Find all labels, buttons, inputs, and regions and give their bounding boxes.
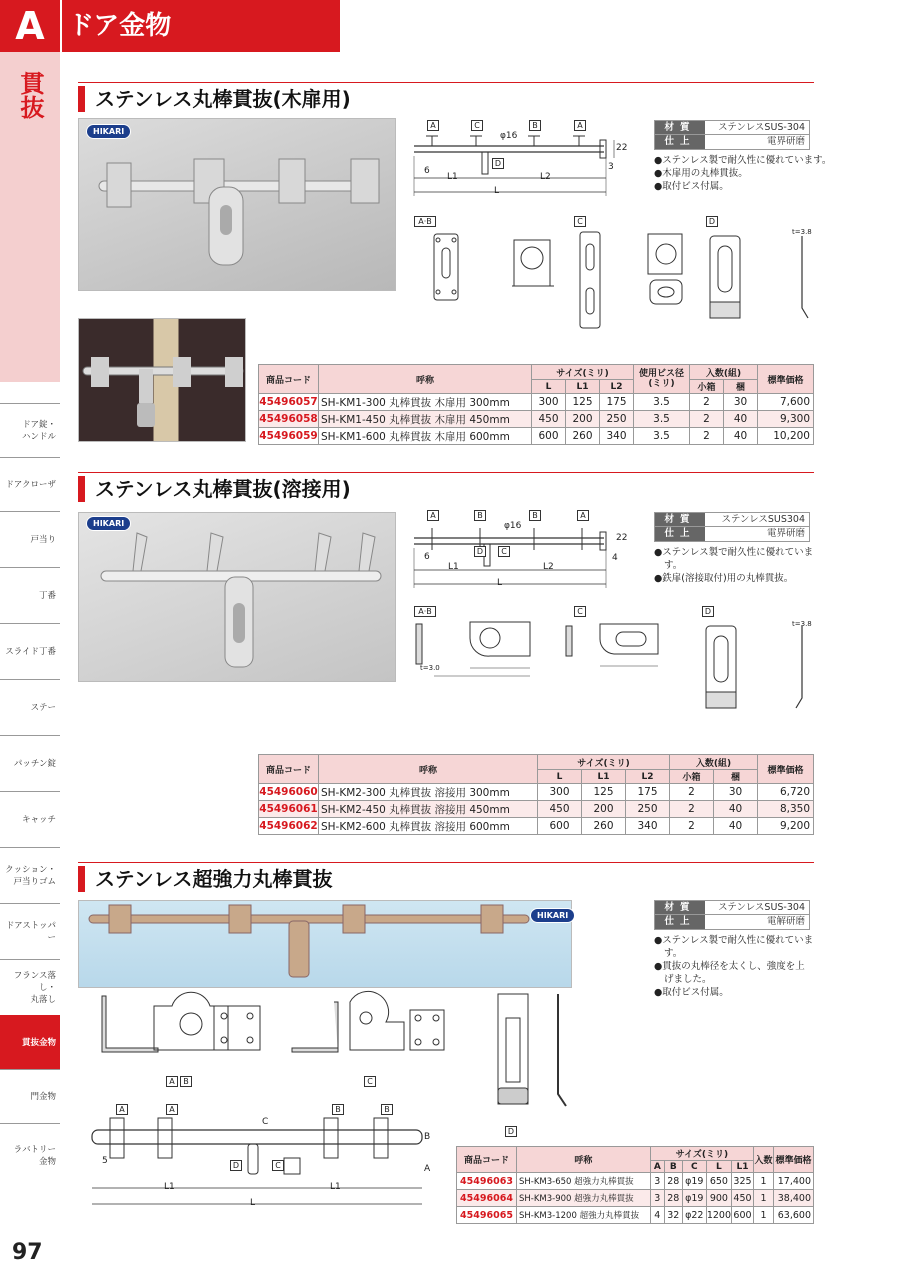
th-name: 呼称	[319, 365, 532, 394]
cell-screw: 3.5	[634, 411, 690, 428]
cell-name: SH-KM3-650 超強力丸棒貫抜	[517, 1173, 651, 1190]
side-index-item[interactable]: パッチン錠	[0, 735, 60, 791]
feature-item: ●鉄扉(溶接取付)用の丸棒貫抜。	[654, 573, 794, 584]
drawing-label-a: A	[116, 1104, 128, 1115]
th-b: B	[664, 1161, 682, 1173]
cell-l1: 260	[566, 428, 600, 445]
th-size: サイズ(ミリ)	[538, 755, 670, 770]
cell-l1: 125	[566, 394, 600, 411]
hikari-logo: HIKARI	[530, 908, 575, 923]
table-row	[259, 818, 814, 835]
dim-phi16: φ16	[500, 131, 518, 141]
cell-case: 30	[714, 784, 758, 801]
detail-drawing-c-weld	[560, 620, 670, 680]
th-price: 標準価格	[758, 755, 814, 784]
feature-list-1	[654, 154, 831, 193]
cell-code: 45496058	[259, 411, 319, 428]
cell-l1: 260	[582, 818, 626, 835]
cell-l2: 340	[600, 428, 634, 445]
drawing-label-a2: A	[577, 510, 589, 521]
cell-price: 6,720	[758, 784, 814, 801]
th-small: 小箱	[670, 770, 714, 784]
side-index-item[interactable]: ドアストッパー	[0, 903, 60, 959]
cell-small: 2	[690, 428, 724, 445]
th-l1: L1	[732, 1161, 754, 1173]
cell-small: 2	[690, 394, 724, 411]
hikari-logo: HIKARI	[86, 124, 131, 139]
dimension-drawing-2-main	[404, 508, 640, 598]
cell-l: 300	[538, 784, 582, 801]
product-photo-2	[78, 512, 396, 682]
th-price: 標準価格	[774, 1147, 814, 1173]
section-divider-1	[78, 82, 814, 83]
section-title-1: ステンレス丸棒貫抜(木扉用)	[78, 86, 351, 112]
cell-l: 450	[532, 411, 566, 428]
cell-l2: 175	[626, 784, 670, 801]
cell-a: 3	[650, 1173, 664, 1190]
category-title: ドア金物	[62, 0, 340, 52]
feature-item: す。	[664, 560, 683, 571]
dim-l1: L1	[447, 172, 458, 182]
drawing-label-a: A	[166, 1076, 178, 1087]
cell-l1: 200	[566, 411, 600, 428]
drawing-label-d2: D	[230, 1160, 242, 1171]
product-photo-1	[78, 118, 396, 291]
th-l2: L2	[626, 770, 670, 784]
th-c: C	[682, 1161, 706, 1173]
detail-drawing-ab	[414, 230, 564, 320]
table-row	[259, 428, 814, 445]
section-divider-2	[78, 472, 814, 473]
cell-qty: 1	[754, 1190, 774, 1207]
th-qty: 入数	[754, 1147, 774, 1173]
th-screw: 使用ビス径 (ミリ)	[634, 365, 690, 394]
dim-l1: L1	[448, 562, 459, 572]
dim-c: C	[262, 1117, 269, 1127]
cell-case: 40	[724, 428, 758, 445]
cell-l1: 125	[582, 784, 626, 801]
cell-l1: 600	[732, 1207, 754, 1224]
cell-case: 40	[714, 818, 758, 835]
th-l: L	[532, 380, 566, 394]
cell-l2: 340	[626, 818, 670, 835]
spec-key: 仕上	[655, 915, 705, 929]
feature-item: す。	[664, 948, 683, 959]
drawing-label-d: D	[492, 158, 504, 169]
detail-label-d: D	[702, 606, 714, 617]
spec-key: 仕上	[655, 527, 705, 541]
detail-drawings-3	[88, 992, 468, 1074]
th-size: サイズ(ミリ)	[532, 365, 634, 380]
th-name: 呼称	[319, 755, 538, 784]
cell-name: SH-KM1-600 丸棒貫抜 木扉用 600mm	[319, 428, 532, 445]
cell-name: SH-KM1-300 丸棒貫抜 木扉用 300mm	[319, 394, 532, 411]
table-row	[457, 1190, 814, 1207]
cell-code: 45496063	[457, 1173, 517, 1190]
spec-value: ステンレスSUS304	[721, 514, 805, 525]
cell-l: 300	[532, 394, 566, 411]
product-table-3	[456, 1146, 814, 1224]
side-index-item[interactable]: スライド丁番	[0, 623, 60, 679]
dim-l: L	[250, 1198, 256, 1208]
product-table-1	[258, 364, 814, 445]
th-small: 小箱	[690, 380, 724, 394]
cell-a: 3	[650, 1190, 664, 1207]
spec-key: 材質	[655, 901, 705, 914]
feature-item: ●ステンレス製で耐久性に優れています。	[654, 155, 832, 166]
th-price: 標準価格	[758, 365, 814, 394]
cell-price: 17,400	[774, 1173, 814, 1190]
drawing-label-c: C	[364, 1076, 376, 1087]
cell-code: 45496057	[259, 394, 319, 411]
bolt-illustration	[79, 119, 397, 292]
drawing-label-b2: B	[381, 1104, 393, 1115]
th-l1: L1	[582, 770, 626, 784]
table-row	[259, 784, 814, 801]
cell-code: 45496060	[259, 784, 319, 801]
cell-l: 450	[538, 801, 582, 818]
cell-code: 45496061	[259, 801, 319, 818]
drawing-label-a2: A	[166, 1104, 178, 1115]
th-size: サイズ(ミリ)	[650, 1147, 753, 1161]
drawing-label-b: B	[474, 510, 486, 521]
spec-key: 材質	[655, 513, 705, 526]
cell-l2: 250	[600, 411, 634, 428]
cell-code: 45496062	[259, 818, 319, 835]
cell-l2: 250	[626, 801, 670, 818]
cell-price: 10,200	[758, 428, 814, 445]
dim-5: 5	[102, 1156, 108, 1166]
cell-l: 600	[532, 428, 566, 445]
dim-3: 3	[608, 162, 614, 172]
feature-item: ●取付ビス付属。	[654, 987, 729, 998]
product-table-2	[258, 754, 814, 835]
feature-item: ●木扉用の丸棒貫抜。	[654, 168, 748, 179]
th-l: L	[706, 1161, 731, 1173]
cell-l: 600	[538, 818, 582, 835]
side-index-item[interactable]: ドアクローザ	[0, 457, 60, 511]
spec-box-1	[654, 120, 810, 150]
cell-b: 28	[664, 1190, 682, 1207]
drawing-label-b: B	[332, 1104, 344, 1115]
spec-key: 材質	[655, 121, 705, 134]
th-l1: L1	[566, 380, 600, 394]
cell-small: 2	[670, 784, 714, 801]
feature-list-3	[654, 934, 813, 999]
cell-l: 900	[706, 1190, 731, 1207]
product-photo-installed-1	[78, 318, 246, 442]
drawing-label-d: D	[474, 546, 486, 557]
detail-drawing-d	[706, 230, 816, 330]
cell-b: 32	[664, 1207, 682, 1224]
drawing-label-c2: C	[272, 1160, 284, 1171]
table-row	[259, 394, 814, 411]
heavy-bolt-illustration	[79, 901, 573, 989]
detail-label-d: D	[706, 216, 718, 227]
cell-qty: 1	[754, 1173, 774, 1190]
th-qty: 入数(組)	[690, 365, 758, 380]
th-qty: 入数(組)	[670, 755, 758, 770]
table-row	[457, 1207, 814, 1224]
th-name: 呼称	[517, 1147, 651, 1173]
feature-item: ●ステンレス製で耐久性に優れていま	[654, 547, 814, 558]
cell-small: 2	[670, 818, 714, 835]
th-code: 商品コード	[259, 755, 319, 784]
spec-key: 仕上	[655, 135, 705, 149]
spec-value: 電界研磨	[766, 528, 805, 539]
dim-b: B	[424, 1132, 431, 1142]
th-l: L	[538, 770, 582, 784]
table-row	[457, 1173, 814, 1190]
side-index-item[interactable]: 丁番	[0, 567, 60, 623]
spec-box-3	[654, 900, 810, 930]
dim-t38-2: t=3.8	[792, 620, 812, 628]
drawing-label-d: D	[505, 1126, 517, 1137]
feature-list-2	[654, 546, 813, 585]
cell-c: φ22	[682, 1207, 706, 1224]
cell-l1: 325	[732, 1173, 754, 1190]
cell-price: 63,600	[774, 1207, 814, 1224]
cell-name: SH-KM2-600 丸棒貫抜 溶接用 600mm	[319, 818, 538, 835]
cell-price: 7,600	[758, 394, 814, 411]
dim-l: L	[497, 578, 503, 588]
dim-a: A	[424, 1164, 431, 1174]
side-index-item[interactable]: ステー	[0, 679, 60, 735]
page-number: 97	[12, 1240, 43, 1265]
feature-item: ●ステンレス製で耐久性に優れていま	[654, 935, 814, 946]
cell-name: SH-KM1-450 丸棒貫抜 木扉用 450mm	[319, 411, 532, 428]
side-index-item[interactable]: フランス落し・ 丸落し	[0, 959, 60, 1015]
detail-drawing-c	[574, 230, 694, 350]
cell-name: SH-KM2-300 丸棒貫抜 溶接用 300mm	[319, 784, 538, 801]
feature-item: げました。	[664, 974, 712, 985]
dim-l1-b: L1	[330, 1182, 341, 1192]
dim-22: 22	[616, 533, 628, 543]
drawing-label-a2: A	[574, 120, 586, 131]
cell-code: 45496059	[259, 428, 319, 445]
cell-name: SH-KM2-450 丸棒貫抜 溶接用 450mm	[319, 801, 538, 818]
cell-small: 2	[690, 411, 724, 428]
dim-l2: L2	[543, 562, 554, 572]
drawing-label-c: C	[471, 120, 483, 131]
th-code: 商品コード	[457, 1147, 517, 1173]
drawing-label-a: A	[427, 120, 439, 131]
table-row	[259, 411, 814, 428]
installed-bolt-illustration	[79, 319, 247, 443]
cell-qty: 1	[754, 1207, 774, 1224]
dim-t30: t=3.0	[420, 664, 440, 672]
feature-item: ●貫抜の丸棒径を太くし、強度を上	[654, 961, 805, 972]
cell-case: 30	[724, 394, 758, 411]
spec-value: ステンレスSUS-304	[718, 902, 805, 913]
th-a: A	[650, 1161, 664, 1173]
dim-l2: L2	[540, 172, 551, 182]
th-code: 商品コード	[259, 365, 319, 394]
dim-phi16: φ16	[504, 521, 522, 531]
dim-l: L	[494, 186, 500, 196]
side-index-item[interactable]: キャッチ	[0, 791, 60, 847]
side-index-item[interactable]: 戸当り	[0, 511, 60, 567]
th-case: 梱	[714, 770, 758, 784]
dimension-drawing-1-main	[404, 116, 640, 204]
spec-value: 電解研磨	[766, 916, 805, 927]
hikari-logo: HIKARI	[86, 516, 131, 531]
side-index-item[interactable]: 貫抜金物	[0, 1015, 60, 1069]
detail-label-ab: A·B	[414, 216, 436, 227]
cell-case: 40	[724, 411, 758, 428]
product-photo-3	[78, 900, 572, 988]
spec-box-2	[654, 512, 810, 542]
side-index-item[interactable]: クッション・ 戸当りゴム	[0, 847, 60, 903]
drawing-label-c: C	[498, 546, 510, 557]
dim-6: 6	[424, 166, 430, 176]
side-index-item[interactable]: 門金物	[0, 1069, 60, 1123]
cell-l: 1200	[706, 1207, 731, 1224]
cell-c: φ19	[682, 1190, 706, 1207]
category-letter: A	[0, 0, 60, 52]
dim-t38-1: t=3.8	[792, 228, 812, 236]
cell-c: φ19	[682, 1173, 706, 1190]
cell-code: 45496064	[457, 1190, 517, 1207]
dim-4: 4	[612, 553, 618, 563]
cell-a: 4	[650, 1207, 664, 1224]
detail-drawing-d-weld	[702, 620, 812, 720]
cell-screw: 3.5	[634, 428, 690, 445]
cell-l1: 450	[732, 1190, 754, 1207]
section-divider-3	[78, 862, 814, 863]
side-index-item[interactable]: ドア錠・ ハンドル	[0, 403, 60, 457]
cell-case: 40	[714, 801, 758, 818]
detail-label-c: C	[574, 216, 586, 227]
dim-l1-a: L1	[164, 1182, 175, 1192]
cell-b: 28	[664, 1173, 682, 1190]
cell-code: 45496065	[457, 1207, 517, 1224]
section-title-2: ステンレス丸棒貫抜(溶接用)	[78, 476, 351, 502]
detail-label-ab: A·B	[414, 606, 436, 617]
cell-l1: 200	[582, 801, 626, 818]
feature-item: ●取付ビス付属。	[654, 181, 729, 192]
weld-bolt-illustration	[79, 513, 397, 683]
cell-price: 38,400	[774, 1190, 814, 1207]
detail-label-c: C	[574, 606, 586, 617]
subcategory-title: 貫抜	[16, 71, 44, 119]
cell-name: SH-KM3-1200 超強力丸棒貫抜	[517, 1207, 651, 1224]
dim-6: 6	[424, 552, 430, 562]
detail-drawing-d-heavy	[470, 990, 590, 1120]
dim-22: 22	[616, 143, 628, 153]
spec-value: 電界研磨	[766, 136, 805, 147]
cell-l: 650	[706, 1173, 731, 1190]
cell-screw: 3.5	[634, 394, 690, 411]
th-case: 梱	[724, 380, 758, 394]
cell-price: 8,350	[758, 801, 814, 818]
table-row	[259, 801, 814, 818]
drawing-label-b: B	[529, 120, 541, 131]
cell-price: 9,200	[758, 818, 814, 835]
section-title-3: ステンレス超強力丸棒貫抜	[78, 866, 333, 892]
cell-l2: 175	[600, 394, 634, 411]
spec-value: ステンレスSUS-304	[718, 122, 805, 133]
cell-small: 2	[670, 801, 714, 818]
side-index-item[interactable]: ラバトリー 金物	[0, 1123, 60, 1187]
th-l2: L2	[600, 380, 634, 394]
drawing-label-a: A	[427, 510, 439, 521]
cell-name: SH-KM3-900 超強力丸棒貫抜	[517, 1190, 651, 1207]
drawing-label-b: B	[180, 1076, 192, 1087]
drawing-label-b2: B	[529, 510, 541, 521]
cell-price: 9,300	[758, 411, 814, 428]
